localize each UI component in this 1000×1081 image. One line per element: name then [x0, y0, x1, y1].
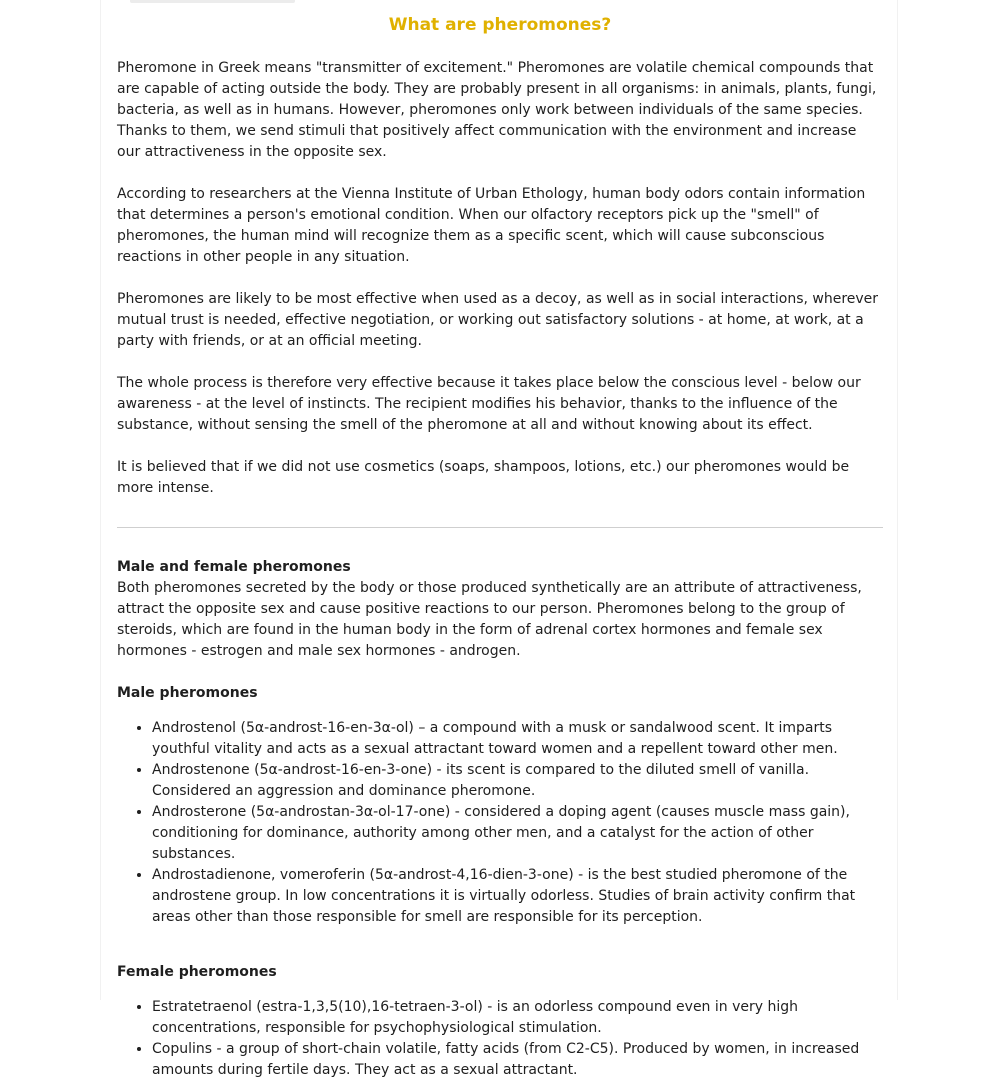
list-item: • Estratetraenol (estra-1,3,5(10),16-tetraen-3-ol) - is an odorless compound even in very high concentrations, responsible for psychophysiological stimulation. — [152, 997, 883, 1039]
male-pheromones-heading: Male pheromones — [117, 685, 258, 701]
intro-paragraph-5: It is believed that if we did not use cosmetics (soaps, shampoos, lotions, etc.) our pheromones would be more intense. — [117, 459, 850, 496]
list-item: • Copulins - a group of short-chain volatile, fatty acids (from C2-C5). Produced by women, in increased amounts during fertile days. They act as a sexual attractant. — [152, 1039, 883, 1081]
page-title: What are pheromones? — [388, 15, 612, 35]
intro-paragraph-1: Pheromone in Greek means "transmitter of excitement." Pheromones are volatile chemical compounds that are capable of acting outside the body. They are probably present in all organisms: in animals, plants, fungi, bacteria, as well as in humans. However, pheromones only work between individuals of the same species. Thanks to them, we send stimuli that positively affect communication with the environment and increase our attractiveness in the opposite sex. — [117, 60, 877, 160]
article-content — [117, 0, 883, 1081]
intro-paragraph-3: Pheromones are likely to be most effective when used as a decoy, as well as in social interactions, wherever mutual trust is needed, effective negotiation, or working out satisfactory solutions - at home, at work, at a party with friends, or at an official meeting. — [117, 291, 879, 349]
list-item: • Androsterone (5α-androstan-3α-ol-17-one) - considered a doping agent (causes muscle mass gain), conditioning for dominance, authority among other men, and a catalyst for the action of other substances. — [152, 802, 883, 865]
male-pheromones-list — [117, 718, 883, 928]
female-pheromones-heading: Female pheromones — [117, 964, 277, 980]
section-divider — [117, 527, 883, 528]
list-item: • Androstenol (5α-androst-16-en-3α-ol) – a compound with a musk or sandalwood scent. It imparts youthful vitality and acts as a sexual attractant toward women and a repellent toward other men. — [152, 718, 883, 760]
list-item: • Androstenone (5α-androst-16-en-3-one) - its scent is compared to the diluted smell of vanilla. Considered an aggression and dominance pheromone. — [152, 760, 883, 802]
intro-paragraph-2: According to researchers at the Vienna Institute of Urban Ethology, human body odors contain information that determines a person's emotional condition. When our olfactory receptors pick up the "smell" of pheromones, the human mind will recognize them as a specific scent, which will cause subconscious reactions in other people in any situation. — [117, 186, 866, 265]
male-female-paragraph: Both pheromones secreted by the body or those produced synthetically are an attribute of attractiveness, attract the opposite sex and cause positive reactions to our person. Pheromones belong to the group of steroids, which are found in the human body in the form of adrenal cortex hormones and female sex hormones - estrogen and male sex hormones - androgen. — [117, 580, 862, 659]
female-pheromones-list — [117, 997, 883, 1081]
list-item: • Androstadienone, vomeroferin (5α-androst-4,16-dien-3-one) - is the best studied pheromone of the androstene group. In low concentrations it is virtually odorless. Studies of brain activity confirm that areas other than those responsible for smell are responsible for its perception. — [152, 865, 883, 928]
male-female-heading: Male and female pheromones — [117, 559, 351, 575]
intro-paragraph-4: The whole process is therefore very effective because it takes place below the conscious level - below our awareness - at the level of instincts. The recipient modifies his behavior, thanks to the influence of the substance, without sensing the smell of the pheromone at all and without knowing about its effect. — [117, 375, 861, 433]
